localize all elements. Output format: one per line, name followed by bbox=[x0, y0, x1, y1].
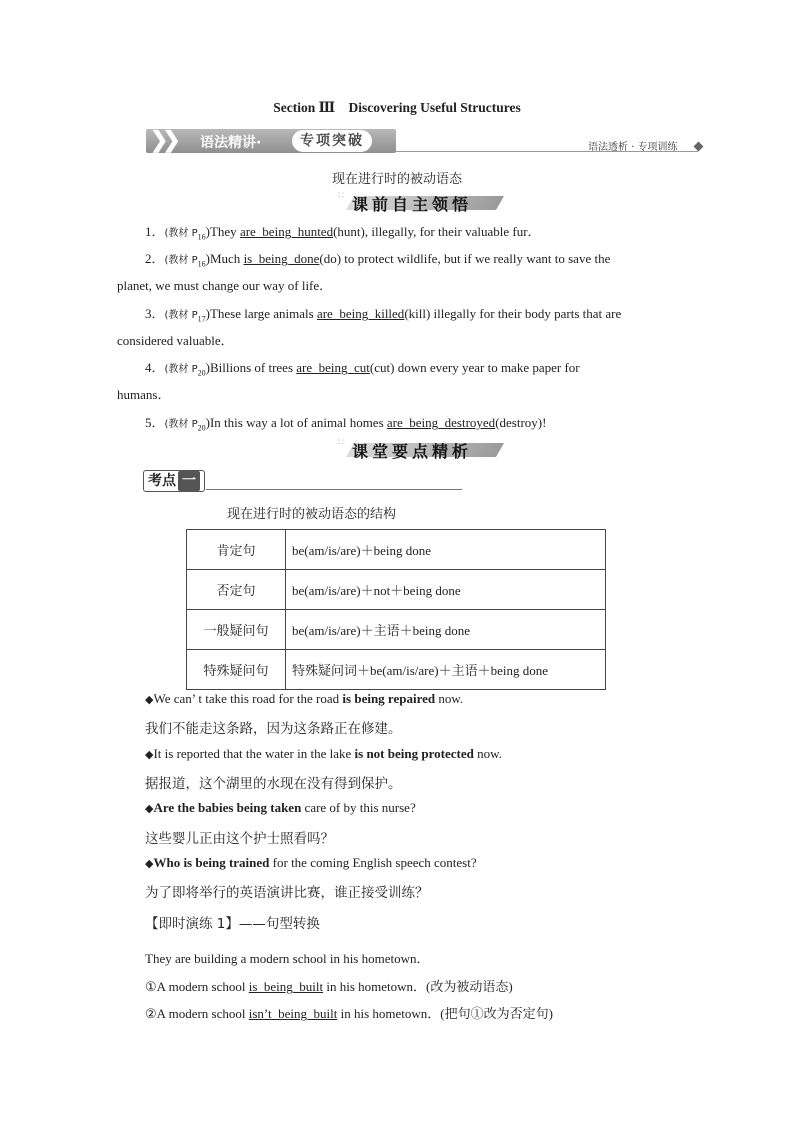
example-3-translation: 这些婴儿正由这个护士照看吗？ bbox=[145, 831, 334, 847]
table-row bbox=[187, 610, 606, 650]
kaodian-badge: 考点 一 bbox=[143, 470, 205, 492]
table-title: 现在进行时的被动语态的结构 bbox=[227, 507, 397, 522]
chevron-icon: ❯❯ bbox=[150, 127, 175, 152]
table-row bbox=[187, 570, 606, 610]
pre-class-label: ∷ 课前自主领悟 bbox=[340, 192, 500, 214]
row-structure: 特殊疑问词＋be(am/is/are)＋主语＋being done bbox=[286, 650, 606, 690]
example-4-translation: 为了即将举行的英语演讲比赛，谁正接受训练？ bbox=[145, 885, 429, 901]
answer-blank: are_being_cut bbox=[296, 360, 370, 375]
example-2: ◆It is reported that the water in the lake is not being protected now. bbox=[145, 746, 502, 761]
row-type: 特殊疑问句 bbox=[187, 650, 286, 690]
practice-item-1: ①A modern school is_being_built in his hometown．(改为被动语态) bbox=[145, 979, 513, 994]
exercise-2: 2．(教材 $P_{16})Much$ is_being_done(do) to protect wildlife, but if we really want to save the bbox=[145, 251, 611, 269]
section-title: Section Ⅲ Discovering Useful Structures bbox=[273, 100, 521, 115]
diamond-bullet-icon: ◆ bbox=[145, 803, 154, 815]
diamond-bullet-icon: ◆ bbox=[145, 858, 154, 870]
answer-blank: are_being_hunted bbox=[239, 224, 334, 239]
in-class-label: ∷ 课堂要点精析 bbox=[340, 439, 500, 461]
answer-blank: is_being_built bbox=[248, 979, 324, 994]
exercise-5: 5．(教材 $P_{20})In$ this way a lot of animal homes are_being_destroyed(destroy)! bbox=[145, 415, 547, 433]
exercise-3: 3．(教材 $P_{17})These$ large animals are_being_killed(kill) illegally for their body parts that are bbox=[145, 306, 622, 324]
diamond-icon bbox=[694, 142, 704, 152]
topic-title: 现在进行时的被动语态 bbox=[331, 172, 462, 187]
exercise-4-cont: humans． bbox=[117, 387, 171, 402]
example-1: ◆We can’ t take this road for the road is being repaired now. bbox=[145, 691, 464, 706]
answer-blank: isn’t_being_built bbox=[248, 1006, 338, 1021]
practice-title: 【即时演练 1】——句型转换 bbox=[145, 916, 320, 932]
exercise-1: 1．(教材 $P_{16})They$ are_being_hunted(hunt), illegally, for their valuable fur． bbox=[145, 224, 541, 242]
structure-table bbox=[186, 529, 606, 690]
row-type: 一般疑问句 bbox=[187, 610, 286, 650]
practice-source: They are building a modern school in his hometown． bbox=[145, 951, 430, 966]
header-band-pill: 专项突破 bbox=[292, 130, 372, 152]
example-2-translation: 据报道，这个湖里的水现在没有得到保护。 bbox=[145, 776, 402, 792]
table-row bbox=[187, 530, 606, 570]
table-row bbox=[187, 650, 606, 690]
answer-blank: is_being_done bbox=[243, 251, 320, 266]
row-structure: be(am/is/are)＋being done bbox=[286, 530, 606, 570]
answer-blank: are_being_killed bbox=[316, 306, 405, 321]
exercise-4: 4．(教材 $P_{20})Billions$ of trees are_being_cut(cut) down every year to make paper for bbox=[145, 360, 580, 378]
header-band-label: 语法精讲· bbox=[200, 135, 262, 151]
example-3: ◆Are the babies being taken care of by this nurse? bbox=[145, 800, 416, 815]
row-structure: be(am/is/are)＋主语＋being done bbox=[286, 610, 606, 650]
row-type: 肯定句 bbox=[187, 530, 286, 570]
example-1-translation: 我们不能走这条路，因为这条路正在修建。 bbox=[145, 721, 402, 737]
example-4: ◆Who is being trained for the coming English speech contest? bbox=[145, 855, 477, 870]
row-type: 否定句 bbox=[187, 570, 286, 610]
row-structure: be(am/is/are)＋not＋being done bbox=[286, 570, 606, 610]
header-right-text: 语法透析 · 专项训练 bbox=[588, 142, 678, 153]
practice-item-2: ②A modern school isn’t_being_built in his hometown．(把句①改为否定句) bbox=[145, 1006, 553, 1021]
diamond-bullet-icon: ◆ bbox=[145, 749, 154, 761]
exercise-3-cont: considered valuable． bbox=[117, 333, 234, 348]
kaodian-divider bbox=[206, 489, 462, 490]
exercise-2-cont: planet, we must change our way of life． bbox=[117, 278, 333, 293]
diamond-bullet-icon: ◆ bbox=[145, 694, 154, 706]
answer-blank: are_being_destroyed bbox=[386, 415, 496, 430]
